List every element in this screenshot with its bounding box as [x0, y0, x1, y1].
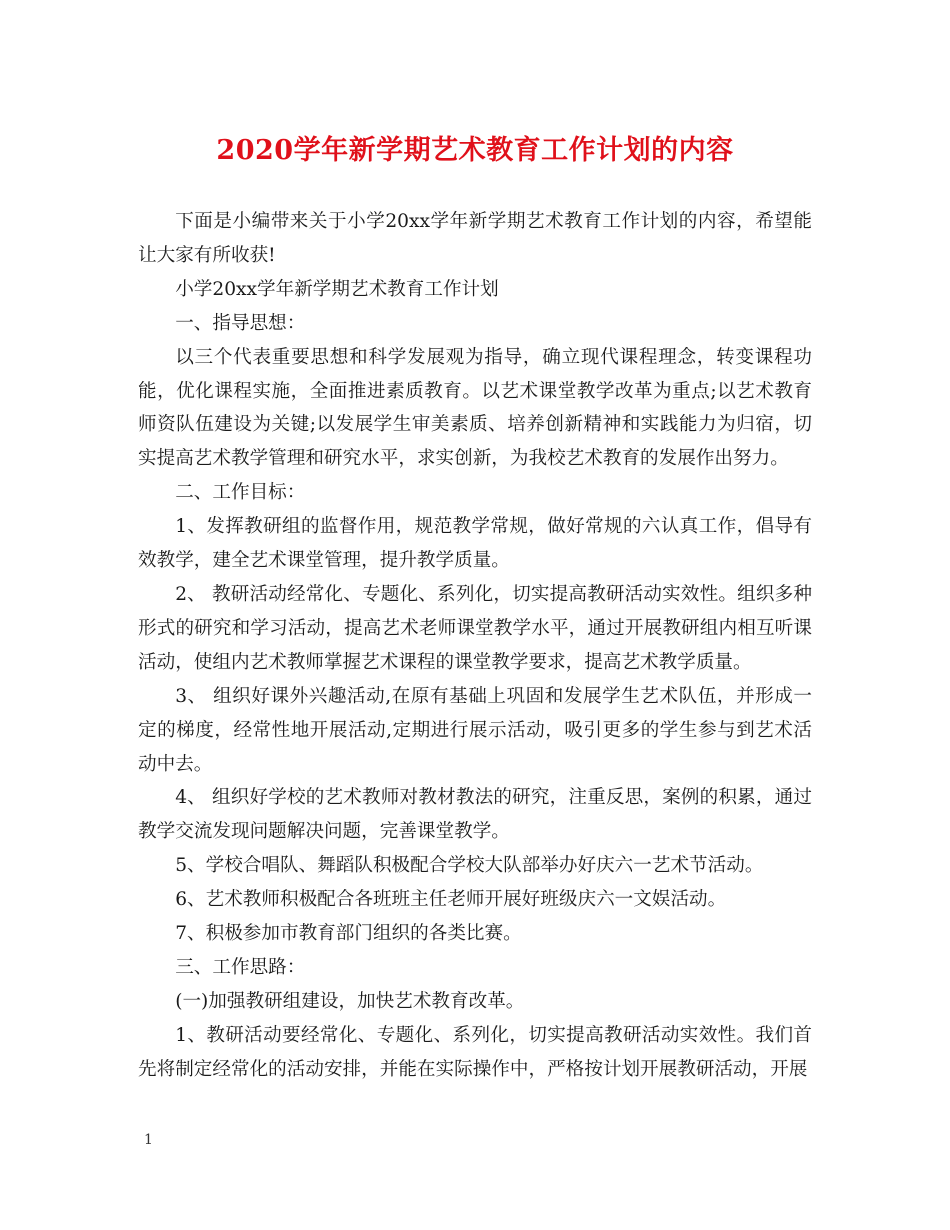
subheading-teaching-group: (一)加强教研组建设，加快艺术教育改革。 — [175, 990, 525, 1012]
paragraph-goal-7: 7、积极参加市教育部门组织的各类比赛。 — [175, 923, 522, 945]
document-title: 2020学年新学期艺术教育工作计划的内容 — [216, 135, 734, 166]
paragraph-goal-6: 6、艺术教师积极配合各班班主任老师开展好班级庆六一文娱活动。 — [175, 889, 727, 911]
heading-guiding-thought: 一、指导思想： — [175, 312, 306, 334]
paragraph-goal-5: 5、学校合唱队、舞蹈队积极配合学校大队部举办好庆六一艺术节活动。 — [175, 855, 764, 877]
heading-work-goals: 二、工作目标： — [175, 482, 306, 504]
paragraph-plan-title: 小学20xx学年新学期艺术教育工作计划 — [175, 278, 499, 300]
page-number: 1 — [144, 1132, 153, 1148]
document-body — [138, 205, 812, 1087]
paragraph-goal-4: 4、 组织好学校的艺术教师对教材教法的研究，注重反思，案例的积累，通过教学交流发现问题解决问题，完善课堂教学。 — [138, 787, 812, 843]
paragraph-intro: 下面是小编带来关于小学20xx学年新学期艺术教育工作计划的内容，希望能让大家有所收获! — [138, 211, 812, 266]
paragraph-goal-1: 1、发挥教研组的监督作用，规范教学常规，做好常规的六认真工作，倡导有效教学，建全艺术课堂管理，提升教学质量。 — [138, 516, 812, 572]
paragraph-goal-3: 3、 组织好课外兴趣活动,在原有基础上巩固和发展学生艺术队伍，并形成一定的梯度，经常性地开展活动,定期进行展示活动，吸引更多的学生参与到艺术活动中去。 — [138, 685, 812, 775]
heading-work-approach: 三、工作思路： — [175, 956, 306, 978]
paragraph-goal-2: 2、 教研活动经常化、专题化、系列化，切实提高教研活动实效性。组织多种形式的研究和学习活动，提高艺术老师课堂教学水平，通过开展教研组内相互听课活动，使组内艺术教师掌握艺术课程的课堂教学要求，提高艺术教学质量。 — [138, 583, 812, 673]
paragraph-approach-1: 1、教研活动要经常化、专题化、系列化，切实提高教研活动实效性。我们首先将制定经常化的活动安排，并能在实际操作中，严格按计划开展教研活动，开展 — [138, 1024, 812, 1080]
paragraph-guiding-thought: 以三个代表重要思想和科学发展观为指导，确立现代课程理念，转变课程功能，优化课程实施，全面推进素质教育。以艺术课堂教学改革为重点;以艺术教育师资队伍建设为关键;以发展学生审美素质、培养创新精神和实践能力为归宿，切实提高艺术教学管理和研究水平，求实创新，为我校艺术教育的发展作出努力。 — [138, 346, 812, 470]
